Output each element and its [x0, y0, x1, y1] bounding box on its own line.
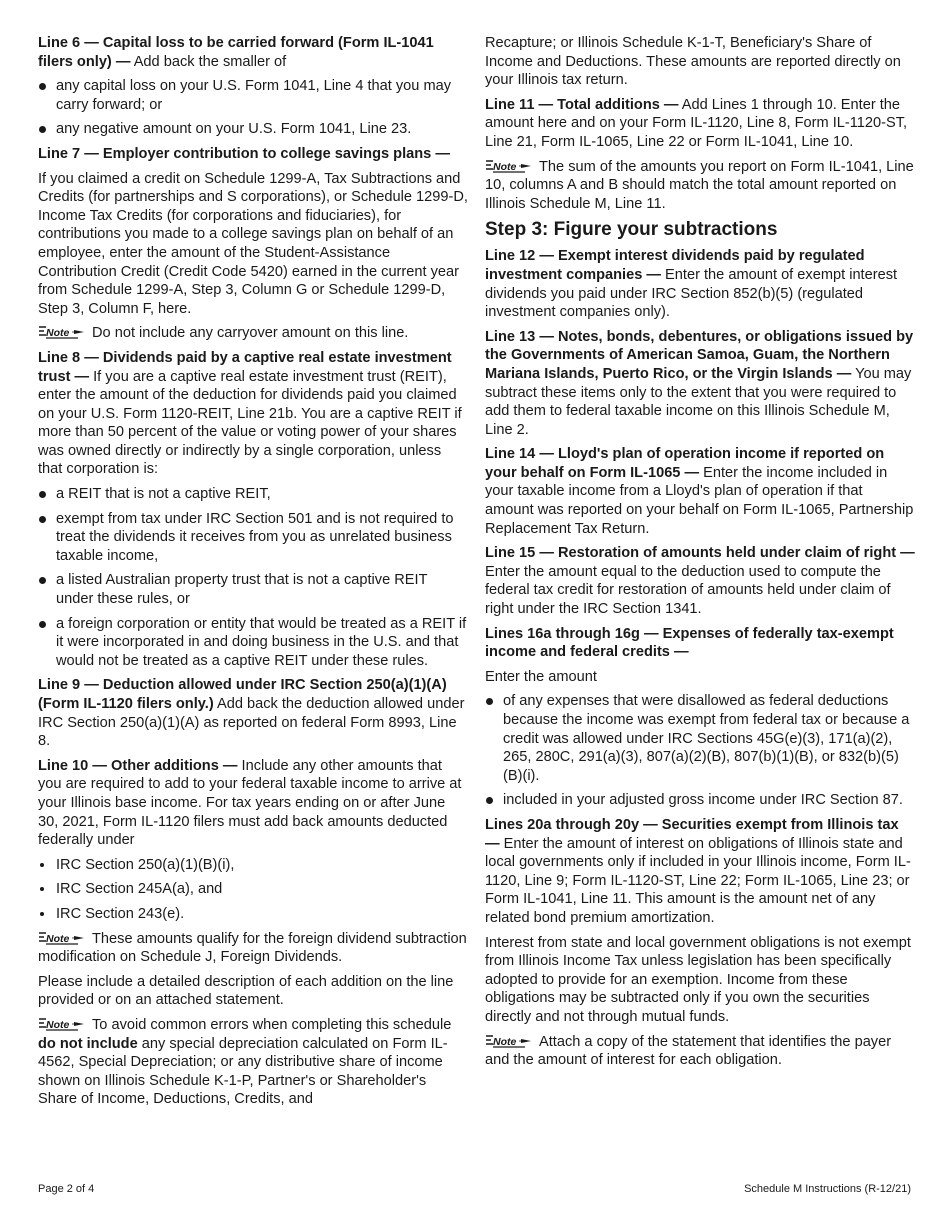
note-icon: [38, 325, 88, 339]
line-8-heading: Line 8 — Dividends paid by a captive real estate investment trust —: [38, 349, 452, 385]
line-20-note-text: Attach a copy of the statement that identifies the payer and the amount of interest for each obligation.: [485, 1033, 892, 1069]
line-11-heading: Line 11 — Total additions —: [485, 96, 679, 113]
note-icon: [485, 159, 535, 173]
list-item: a REIT that is not a captive REIT,: [38, 485, 468, 504]
line-12-text: Enter the amount of exempt interest dividends you paid under IRC Section 852(b)(5) (regulated investment companies only).: [485, 266, 898, 321]
step-3-heading: Step 3: Figure your subtractions: [485, 219, 778, 241]
line-12-heading: Line 12 — Exempt interest dividends paid by regulated investment companies —: [485, 248, 865, 283]
line-6-text: Add back the smaller of: [130, 53, 287, 70]
list-item: exempt from tax under IRC Section 501 and is not required to treat the dividends it receives from you as unrelated business taxable income,: [38, 510, 468, 566]
line-15-heading: Line 15 — Restoration of amounts held under claim of right —: [485, 545, 915, 562]
note-text-a: To avoid common errors when completing this schedule: [92, 1016, 452, 1033]
line-16-list: [485, 692, 915, 810]
line-7-note: [38, 324, 468, 343]
line-9-heading: Line 9 — Deduction allowed under IRC Section 250(a)(1)(A) (Form IL-1120 filers only.): [38, 677, 447, 712]
line-8-list: [38, 485, 468, 670]
line-7-note-text: Do not include any carryover amount on this line.: [92, 325, 409, 342]
svg-text:Note: Note: [46, 327, 70, 340]
line-8: [38, 349, 468, 479]
line-10-text: Include any other amounts that you are required to add to your federal taxable income to arrive at your Illinois base income. For tax years ending on or after June 30, 2021, Form IL-1120 filers must add back amounts deducted federally under: [38, 757, 462, 849]
line-6: [38, 34, 468, 71]
list-item: of any expenses that were disallowed as federal deductions because the income was exempt from federal tax or because a credit was allowed under IRC Sections 45G(e)(3), 171(a)(2), 265, 280C, 291(a)(3), 807(a)(2)(B), 807(b)(1)(B), or 832(b)(5)(B)(i).: [485, 692, 915, 785]
line-11-text: Add Lines 1 through 10. Enter the amount here and on your Form IL-1120, Line 8, Form IL-1120-ST, Line 21, Form IL-1065, Line 22 or Form IL-1041, Line 10.: [485, 96, 908, 150]
line-20-text: Enter the amount of interest on obligations of Illinois state and local governments only if included in your Illinois income, Form IL-1120, Line 9; Form IL-1120-ST, Line 22; Form IL-1065, Line 23; or Form IL-1041, Line 11. This amount is the amount net of any related bond premium amortization.: [485, 835, 911, 926]
list-item: included in your adjusted gross income under IRC Section 87.: [485, 791, 915, 810]
note-icon: [38, 1017, 88, 1031]
svg-text:Note: Note: [46, 1018, 70, 1031]
note-text-c: any special depreciation calculated on Form IL-4562, Special Depreciation; or any distributive share of income shown on Illinois Schedule K-1-P, Partner's or Shareholder's Share of Income, Deductions, Credits, and: [38, 1035, 448, 1108]
line-20-heading: Lines 20a through 20y — Securities exempt from Illinois tax —: [485, 816, 899, 852]
line-20-note: [485, 1033, 915, 1070]
line-10: [38, 757, 468, 850]
line-9: [38, 676, 468, 750]
svg-text:Note: Note: [493, 160, 517, 173]
line-20: [485, 816, 915, 928]
line-11: [485, 96, 915, 152]
line-10-note-text: These amounts qualify for the foreign dividend subtraction modification on Schedule J, Foreign Dividends.: [38, 930, 467, 966]
line-10-note-2: [38, 1016, 468, 1109]
line-13-text: You may subtract these items only to the extent that you were required to add them to federal taxable income on this Illinois Schedule M, Line 2.: [485, 365, 912, 438]
line-10-heading: Line 10 — Other additions —: [38, 757, 238, 774]
list-item: a listed Australian property trust that is not a captive REIT under these rules, or: [38, 571, 468, 608]
right-column: [485, 34, 915, 1076]
svg-text:Note: Note: [493, 1035, 517, 1048]
line-14-text: Enter the income included in your taxable income from a Lloyd's plan of operation if that amount was reported on your behalf on Form IL-1065, Partnership Replacement Tax Return.: [485, 464, 914, 537]
document-id: Schedule M Instructions (R-12/21): [744, 1183, 911, 1195]
line-8-text: If you are a captive real estate investment trust (REIT), enter the amount of the deduction for dividends paid you claimed on your U.S. Form 1120-REIT, Line 21b. You are a captive REIT if more than 50 percent of the value or voting power of your shares was owned directly or indirectly by a single corporation, unless that corporation is:: [38, 368, 462, 478]
line-11-note-text: The sum of the amounts you report on Form IL-1041, Line 10, columns A and B should match the total amount reported on Illinois Schedule M, Line 11.: [485, 158, 914, 212]
line-15-text: Enter the amount equal to the deduction used to compute the federal tax credit for restoration of amounts held under claim of right under the IRC Section 1341.: [485, 563, 891, 618]
list-item: any negative amount on your U.S. Form 1041, Line 23.: [38, 120, 468, 139]
line-10-note: [38, 930, 468, 967]
list-item: IRC Section 243(e).: [38, 905, 468, 924]
line-12: [485, 247, 915, 321]
line-16-heading-text: Lines 16a through 16g — Expenses of federally tax-exempt income and federal credits —: [485, 625, 894, 661]
list-item: a foreign corporation or entity that would be treated as a REIT if it were incorporated in and doing business in the U.S. and that would not be treated as a captive REIT under these rules.: [38, 615, 468, 671]
page-number: Page 2 of 4: [38, 1183, 95, 1195]
line-13: [485, 328, 915, 440]
line-15: [485, 544, 915, 618]
list-item: any capital loss on your U.S. Form 1041, Line 4 that you may carry forward; or: [38, 77, 468, 114]
line-7-heading: [38, 145, 468, 164]
line-7-heading-text: Line 7 — Employer contribution to college savings plans —: [38, 145, 450, 162]
line-11-note: [485, 158, 915, 214]
line-10-paragraph: Please include a detailed description of each addition on the line provided or on an attached statement.: [38, 973, 454, 1009]
continued-text: Recapture; or Illinois Schedule K-1-T, Beneficiary's Share of Income and Deductions. These amounts are reported directly on your Illinois tax return.: [485, 35, 901, 89]
line-14-heading: Line 14 — Lloyd's plan of operation income if reported on your behalf on Form IL-1065 —: [485, 446, 885, 481]
left-column: [38, 34, 468, 1115]
note-icon: [38, 931, 88, 945]
note-icon: [485, 1034, 535, 1048]
line-20-paragraph: Interest from state and local government obligations is not exempt from Illinois Income Tax unless legislation has been specifically adopted to provide for an exemption. Income from these obligations may be subtracted only if you own the securities directly and not through mutual funds.: [485, 934, 911, 1025]
line-14: [485, 445, 915, 538]
line-9-text: Add back the deduction allowed under IRC Section 250(a)(1)(A) as reported on federal Form 8993, Line 8.: [38, 696, 465, 750]
line-13-heading: Line 13 — Notes, bonds, debentures, or obligations issued by the Governments of American Samoa, Guam, the Northern Mariana Islands, Puerto Rico, or the Virgin Islands —: [485, 328, 914, 382]
line-6-heading: Line 6 — Capital loss to be carried forward (Form IL-1041 filers only) —: [38, 35, 434, 70]
line-16-text: Enter the amount: [485, 668, 597, 685]
note-text-b: do not include: [38, 1035, 138, 1052]
line-6-list: [38, 77, 468, 139]
line-16-heading: [485, 625, 915, 662]
line-7-text: If you claimed a credit on Schedule 1299-A, Tax Subtractions and Credits (for partnerships and S corporations), or Schedule 1299-D, Income Tax Credits (for corporations and fiduciaries), for contributions you made to a college savings plan on behalf of an employee, enter the amount of the Student-Assistance Contribution Credit (Credit Code 5420) earned in the current year from Schedule 1299-A, Step 3, Column G or Schedule 1299-D, Step 3, Column F, here.: [38, 170, 468, 317]
line-10-list: [38, 856, 468, 924]
list-item: IRC Section 250(a)(1)(B)(i),: [38, 856, 468, 875]
list-item: IRC Section 245A(a), and: [38, 880, 468, 899]
svg-text:Note: Note: [46, 932, 70, 945]
